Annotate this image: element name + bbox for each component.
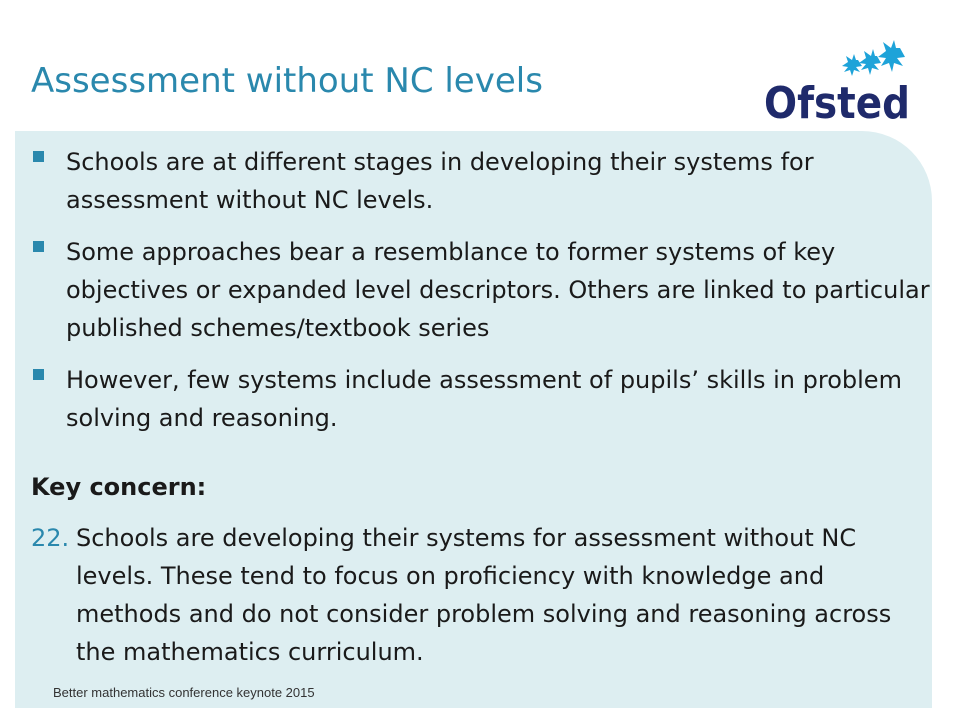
list-item: [31, 233, 931, 347]
list-item: [31, 143, 931, 219]
concern-number: 22.: [31, 524, 70, 552]
star-icon: [859, 49, 881, 75]
bullet-square-icon: [33, 369, 44, 380]
bullet-text: Schools are at different stages in developing their systems for assessment without NC levels.: [66, 148, 814, 214]
star-icon: [878, 40, 905, 72]
bullet-text: Some approaches bear a resemblance to former systems of key objectives or expanded level descriptors. Others are linked to particular published schemes/textbook series: [66, 238, 930, 342]
ofsted-logo: [760, 40, 920, 130]
slide-title: Assessment without NC levels: [31, 61, 543, 101]
bullet-text: However, few systems include assessment of pupils’ skills in problem solving and reasoning.: [66, 366, 902, 432]
bullet-list: [31, 143, 931, 451]
star-icon: [842, 54, 862, 76]
bullet-square-icon: [33, 241, 44, 252]
list-item: [31, 361, 931, 437]
bullet-square-icon: [33, 151, 44, 162]
footer-text: Better mathematics conference keynote 2015: [53, 685, 315, 700]
key-concern-heading: Key concern:: [31, 473, 207, 501]
ofsted-wordmark: Ofsted: [764, 78, 910, 129]
concern-text: Schools are developing their systems for assessment without NC levels. These tend to focus on proficiency with knowledge and methods and do not consider problem solving and reasoning across the mathematics curriculum.: [76, 524, 892, 666]
